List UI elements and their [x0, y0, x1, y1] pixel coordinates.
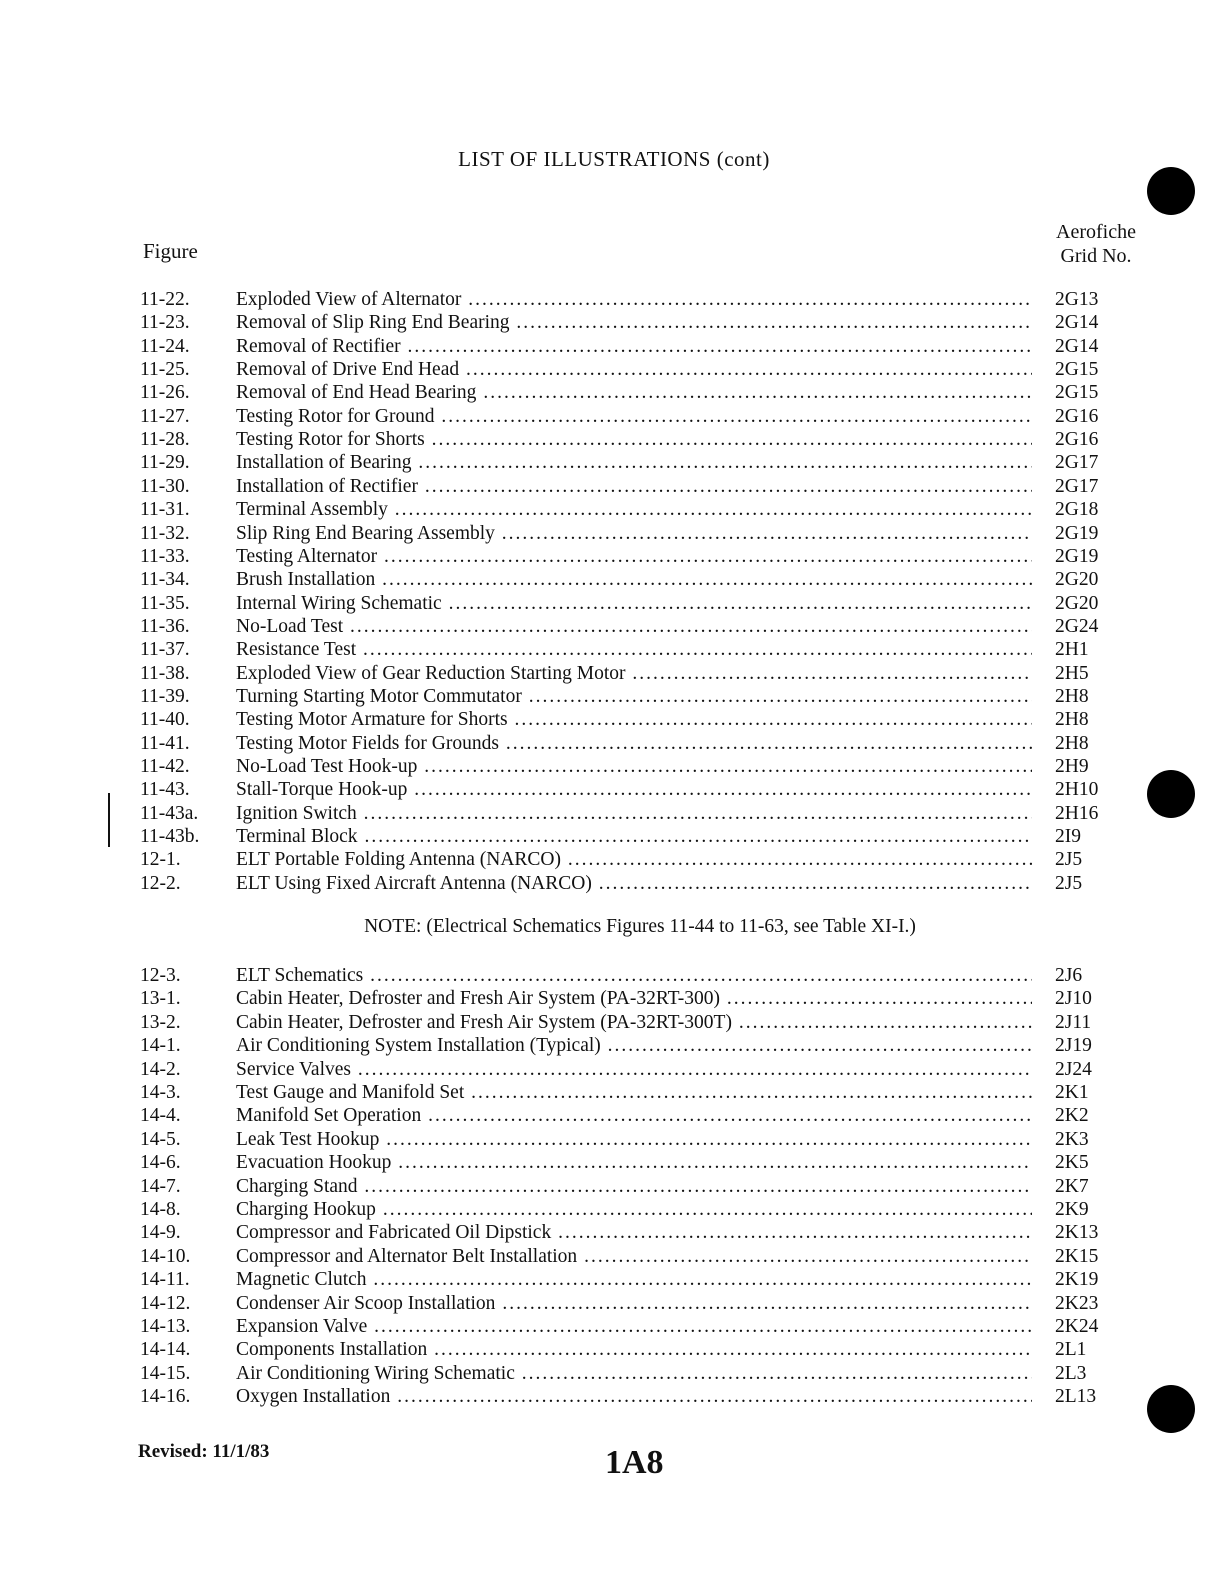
list-item — [140, 872, 1140, 895]
list-item — [140, 475, 1140, 498]
figure-number: 11-30. — [140, 475, 190, 497]
grid-number: 2G20 — [1055, 592, 1099, 614]
figure-number: 14-6. — [140, 1152, 181, 1174]
list-item — [140, 825, 1140, 848]
grid-number: 2H10 — [1055, 779, 1099, 801]
figure-title: Condenser Air Scoop Installation ..... — [236, 1292, 1032, 1315]
grid-number: 2G16 — [1055, 405, 1099, 427]
grid-number: 2K15 — [1055, 1245, 1099, 1267]
list-item — [140, 1081, 1140, 1104]
figure-number: 14-15. — [140, 1362, 191, 1384]
figure-title: ELT Schematics ..... — [236, 964, 1032, 987]
list-item — [140, 1128, 1140, 1151]
figure-number: 11-35. — [140, 592, 190, 614]
list-item — [140, 732, 1140, 755]
figure-title: Leak Test Hookup ..... — [236, 1128, 1032, 1151]
figure-number: 14-8. — [140, 1199, 181, 1220]
grid-number: 2G17 — [1055, 452, 1099, 474]
list-item — [140, 708, 1140, 731]
list-item — [140, 1175, 1140, 1198]
list-item — [140, 1104, 1140, 1127]
figure-number: 11-36. — [140, 615, 190, 637]
list-item — [140, 498, 1140, 521]
list-item — [140, 1292, 1140, 1315]
figure-title: Installation of Bearing ..... — [236, 451, 1032, 474]
figure-number: 11-24. — [140, 335, 190, 357]
grid-number: 2J24 — [1055, 1058, 1092, 1080]
grid-number: 2H1 — [1055, 639, 1089, 661]
list-item — [140, 755, 1140, 778]
figure-number: 11-29. — [140, 452, 190, 474]
figure-title: Internal Wiring Schematic ..... — [236, 592, 1032, 615]
figure-title: Removal of Rectifier ..... — [236, 335, 1032, 358]
list-item — [140, 381, 1140, 404]
figure-number: 13-2. — [140, 1011, 181, 1033]
revision-change-bar — [108, 793, 110, 847]
grid-number: 2L1 — [1055, 1339, 1087, 1361]
figure-number: 13-1. — [140, 988, 181, 1010]
figure-number: 11-43. — [140, 779, 190, 801]
figure-title: Test Gauge and Manifold Set ..... — [236, 1081, 1032, 1104]
binder-hole-icon — [1147, 770, 1195, 818]
figure-title: Testing Alternator ..... — [236, 545, 1032, 568]
figure-title: Service Valves ..... — [236, 1058, 1032, 1081]
grid-number: 2G19 — [1055, 522, 1099, 544]
grid-number: 2J10 — [1055, 988, 1092, 1010]
figure-number: 14-14. — [140, 1339, 191, 1361]
figure-number: 14-3. — [140, 1082, 181, 1103]
list-item — [140, 964, 1140, 987]
figure-number: 11-31. — [140, 499, 190, 521]
grid-number: 2H8 — [1055, 709, 1089, 731]
grid-column-header — [1048, 220, 1144, 268]
list-item — [140, 545, 1140, 568]
grid-number: 2K24 — [1055, 1316, 1099, 1337]
list-item — [140, 592, 1140, 615]
grid-number: 2K23 — [1055, 1292, 1099, 1314]
figure-number: 14-11. — [140, 1269, 190, 1291]
list-item — [140, 1245, 1140, 1268]
list-item — [140, 405, 1140, 428]
list-item — [140, 1338, 1140, 1361]
figure-title: Turning Starting Motor Commutator ..... — [236, 685, 1032, 708]
grid-number: 2G24 — [1055, 615, 1099, 637]
grid-number: 2G19 — [1055, 545, 1099, 567]
figure-number: 11-43b. — [140, 826, 200, 848]
figure-title: Charging Hookup ..... — [236, 1198, 1032, 1221]
figure-title: Components Installation ..... — [236, 1338, 1032, 1361]
grid-number: 2K2 — [1055, 1105, 1089, 1127]
figure-number: 11-28. — [140, 429, 190, 451]
figure-title: No-Load Test ..... — [236, 615, 1032, 638]
figure-title: ELT Portable Folding Antenna (NARCO) ..... — [236, 848, 1032, 871]
list-item — [140, 1385, 1140, 1408]
grid-number: 2K7 — [1055, 1175, 1089, 1197]
figure-title: Expansion Valve ..... — [236, 1315, 1032, 1338]
list-item — [140, 1268, 1140, 1291]
grid-number: 2K13 — [1055, 1222, 1099, 1244]
grid-header-line2: Grid No. — [1060, 245, 1132, 267]
figure-title: Removal of Slip Ring End Bearing ..... — [236, 311, 1032, 334]
list-item — [140, 1315, 1140, 1338]
figure-title: Manifold Set Operation ..... — [236, 1104, 1032, 1127]
grid-number: 2H8 — [1055, 685, 1089, 707]
figure-title: Charging Stand ..... — [236, 1175, 1032, 1198]
list-item — [140, 638, 1140, 661]
list-item — [140, 358, 1140, 381]
figure-title: Compressor and Alternator Belt Installation ..... — [236, 1245, 1032, 1268]
figure-number: 14-4. — [140, 1105, 181, 1127]
binder-hole-icon — [1147, 1385, 1195, 1433]
grid-number: 2G17 — [1055, 475, 1099, 497]
grid-number: 2K3 — [1055, 1128, 1089, 1150]
grid-number: 2G15 — [1055, 382, 1099, 404]
list-item — [140, 1011, 1140, 1034]
grid-number: 2L13 — [1055, 1386, 1097, 1408]
figure-title: Air Conditioning System Installation (Typical) ..... — [236, 1034, 1032, 1057]
figure-number: 11-42. — [140, 756, 190, 777]
figure-number: 11-41. — [140, 732, 190, 754]
figure-number: 11-33. — [140, 545, 190, 567]
figure-title: Ignition Switch ..... — [236, 802, 1032, 825]
list-item — [140, 335, 1140, 358]
figure-title: Terminal Assembly ..... — [236, 498, 1032, 521]
figure-number: 11-34. — [140, 569, 190, 591]
figure-title: No-Load Test Hook-up ..... — [236, 755, 1032, 778]
list-item — [140, 615, 1140, 638]
figure-number: 11-43a. — [140, 802, 199, 824]
figure-title: Testing Motor Armature for Shorts ..... — [236, 708, 1032, 731]
figure-number: 14-16. — [140, 1386, 191, 1408]
page-title: LIST OF ILLUSTRATIONS (cont) — [458, 147, 770, 171]
list-item — [140, 568, 1140, 591]
figure-number: 12-3. — [140, 965, 181, 986]
list-item — [140, 311, 1140, 334]
grid-number: 2K19 — [1055, 1269, 1099, 1291]
grid-number: 2G13 — [1055, 289, 1099, 310]
figure-title: Brush Installation ..... — [236, 568, 1032, 591]
list-item — [140, 685, 1140, 708]
grid-number: 2J6 — [1055, 965, 1083, 986]
figure-number: 14-1. — [140, 1035, 181, 1057]
figure-number: 11-23. — [140, 312, 190, 334]
figure-number: 12-2. — [140, 872, 181, 894]
grid-number: 2H5 — [1055, 662, 1089, 684]
grid-number: 2H16 — [1055, 802, 1099, 824]
list-item — [140, 662, 1140, 685]
figure-number: 11-40. — [140, 709, 190, 731]
figure-title: Air Conditioning Wiring Schematic ..... — [236, 1362, 1032, 1385]
figure-number: 11-22. — [140, 289, 190, 310]
figure-title: Slip Ring End Bearing Assembly ..... — [236, 522, 1032, 545]
figure-number: 11-39. — [140, 685, 190, 707]
grid-number: 2J19 — [1055, 1035, 1092, 1057]
grid-number: 2J5 — [1055, 849, 1083, 871]
grid-header-line1: Aerofiche — [1056, 221, 1136, 243]
figure-number: 14-5. — [140, 1128, 181, 1150]
figure-title: Testing Rotor for Ground ..... — [236, 405, 1032, 428]
grid-number: 2L3 — [1055, 1362, 1087, 1384]
figure-title: Testing Motor Fields for Grounds ..... — [236, 732, 1032, 755]
list-item — [140, 451, 1140, 474]
figure-title: Stall-Torque Hook-up ..... — [236, 778, 1032, 801]
figure-title: Compressor and Fabricated Oil Dipstick ..... — [236, 1221, 1032, 1244]
grid-number: 2H8 — [1055, 732, 1089, 754]
figure-title: Resistance Test ..... — [236, 638, 1032, 661]
grid-number: 2H9 — [1055, 756, 1089, 777]
revision-date: Revised: 11/1/83 — [138, 1441, 270, 1462]
list-item — [140, 987, 1140, 1010]
list-item — [140, 1151, 1140, 1174]
binder-hole-icon — [1147, 167, 1195, 215]
figure-title: Exploded View of Alternator ..... — [236, 288, 1032, 311]
grid-number: 2J11 — [1055, 1011, 1092, 1033]
figure-column-header: Figure — [143, 239, 198, 263]
list-item — [140, 1362, 1140, 1385]
list-item — [140, 778, 1140, 801]
figure-title: Terminal Block ..... — [236, 825, 1032, 848]
figure-title: Testing Rotor for Shorts ..... — [236, 428, 1032, 451]
schematics-note: NOTE: (Electrical Schematics Figures 11-44 to 11-63, see Table XI-I.) — [364, 916, 916, 937]
grid-number: 2K5 — [1055, 1152, 1089, 1174]
list-item — [140, 1221, 1140, 1244]
figure-title: Exploded View of Gear Reduction Starting Motor ..... — [236, 662, 1032, 685]
figure-number: 11-37. — [140, 639, 190, 661]
list-item — [140, 428, 1140, 451]
list-item — [140, 522, 1140, 545]
figure-number: 14-7. — [140, 1175, 181, 1197]
list-item — [140, 1058, 1140, 1081]
figure-number: 11-32. — [140, 522, 190, 544]
figure-title: Magnetic Clutch ..... — [236, 1268, 1032, 1291]
figure-title: Installation of Rectifier ..... — [236, 475, 1032, 498]
grid-number: 2G14 — [1055, 335, 1099, 357]
list-item — [140, 1198, 1140, 1221]
figure-title: Cabin Heater, Defroster and Fresh Air System (PA-32RT-300) ..... — [236, 987, 1032, 1010]
grid-number: 2G16 — [1055, 429, 1099, 451]
figure-number: 14-9. — [140, 1222, 181, 1244]
figure-number: 11-27. — [140, 405, 190, 427]
figure-number: 11-26. — [140, 382, 190, 404]
grid-number: 2J5 — [1055, 872, 1083, 894]
list-item — [140, 1034, 1140, 1057]
figure-title: Evacuation Hookup ..... — [236, 1151, 1032, 1174]
grid-number: 2K1 — [1055, 1082, 1089, 1103]
figure-number: 14-10. — [140, 1245, 191, 1267]
grid-number: 2G15 — [1055, 359, 1099, 381]
figure-number: 14-13. — [140, 1316, 191, 1337]
figure-title: Cabin Heater, Defroster and Fresh Air System (PA-32RT-300T) ..... — [236, 1011, 1032, 1034]
figure-number: 14-2. — [140, 1058, 181, 1080]
grid-number: 2G20 — [1055, 569, 1099, 591]
figure-title: ELT Using Fixed Aircraft Antenna (NARCO) ..... — [236, 872, 1032, 895]
figure-title: Removal of Drive End Head ..... — [236, 358, 1032, 381]
figure-number: 11-38. — [140, 662, 190, 684]
figure-number: 11-25. — [140, 359, 190, 381]
figure-number: 14-12. — [140, 1292, 191, 1314]
grid-number: 2G14 — [1055, 312, 1099, 334]
grid-number: 2G18 — [1055, 499, 1099, 521]
list-item — [140, 802, 1140, 825]
figure-title: Oxygen Installation ..... — [236, 1385, 1032, 1408]
list-item — [140, 288, 1140, 311]
figure-title: Removal of End Head Bearing ..... — [236, 381, 1032, 404]
grid-number: 2K9 — [1055, 1199, 1089, 1220]
figure-number: 12-1. — [140, 849, 181, 871]
list-item — [140, 848, 1140, 871]
grid-number: 2I9 — [1055, 826, 1081, 848]
page-number: 1A8 — [605, 1444, 664, 1481]
